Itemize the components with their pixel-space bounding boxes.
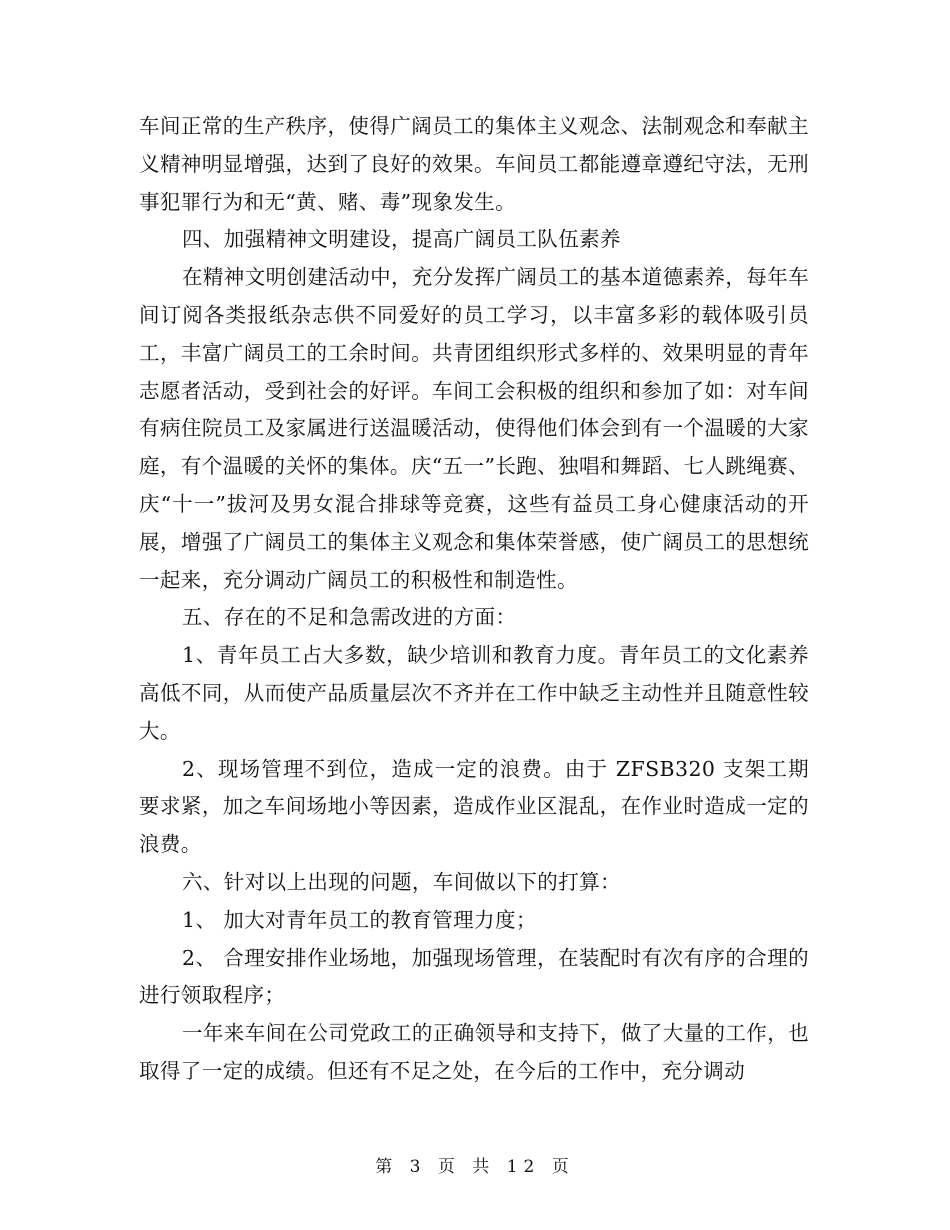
list-item-2: 2、现场管理不到位，造成一定的浪费。由于 ZFSB320 支架工期要求紧，加之车间场地小等因素，造成作业区混乱，在作业时造成一定的浪费。 [139,756,809,857]
list-item-1: 1、青年员工占大多数，缺少培训和教育力度。青年员工的文化素养高低不同，从而使产品质量层次不齐并在工作中缺乏主动性并且随意性较大。 [139,643,809,743]
paragraph-closing: 一年来车间在公司党政工的正确领导和支持下，做了大量的工作，也取得了一定的成绩。但还有不足之处，在今后的工作中，充分调动 [139,1021,809,1083]
paragraph-1: 车间正常的生产秩序，使得广阔员工的集体主义观念、法制观念和奉献主义精神明显增强，达到了良好的效果。车间员工都能遵章遵纪守法，无刑事犯罪行为和无“黄、赌、毒”现象发生。 [139,114,809,214]
document-body [139,108,809,1091]
section-heading-6: 六、针对以上出现的问题，车间做以下的打算： [182,869,621,894]
section-heading-4: 四、加强精神文明建设，提高广阔员工队伍素养 [182,227,621,252]
section-heading-5: 五、存在的不足和急需改进的方面： [182,605,517,630]
plan-item-2: 2、 合理安排作业场地，加强现场管理，在装配时有次有序的合理的进行领取程序； [139,945,809,1008]
paragraph-2: 在精神文明创建活动中，充分发挥广阔员工的基本道德素养，每年车间订阅各类报纸杂志供不同爱好的员工学习，以丰富多彩的载体吸引员工，丰富广阔员工的工余时间。共青团组织形式多样的、效果明显的青年志愿者活动，受到社会的好评。车间工会积极的组织和参加了如：对车间有病住院员工及家属进行送温暖活动，使得他们体会到有一个温暖的大家庭，有个温暖的关怀的集体。庆“五一”长跑、独唱和舞蹈、七人跳绳赛、庆“十一”拔河及男女混合排球等竞赛，这些有益员工身心健康活动的开展，增强了广阔员工的集体主义观念和集体荣誉感，使广阔员工的思想统一起来，充分调动广阔员工的积极性和制造性。 [139,265,809,592]
page-number-footer: 第 3 页 共 12 页 [375,1157,575,1177]
plan-item-1: 1、 加大对青年员工的教育管理力度； [182,907,537,932]
